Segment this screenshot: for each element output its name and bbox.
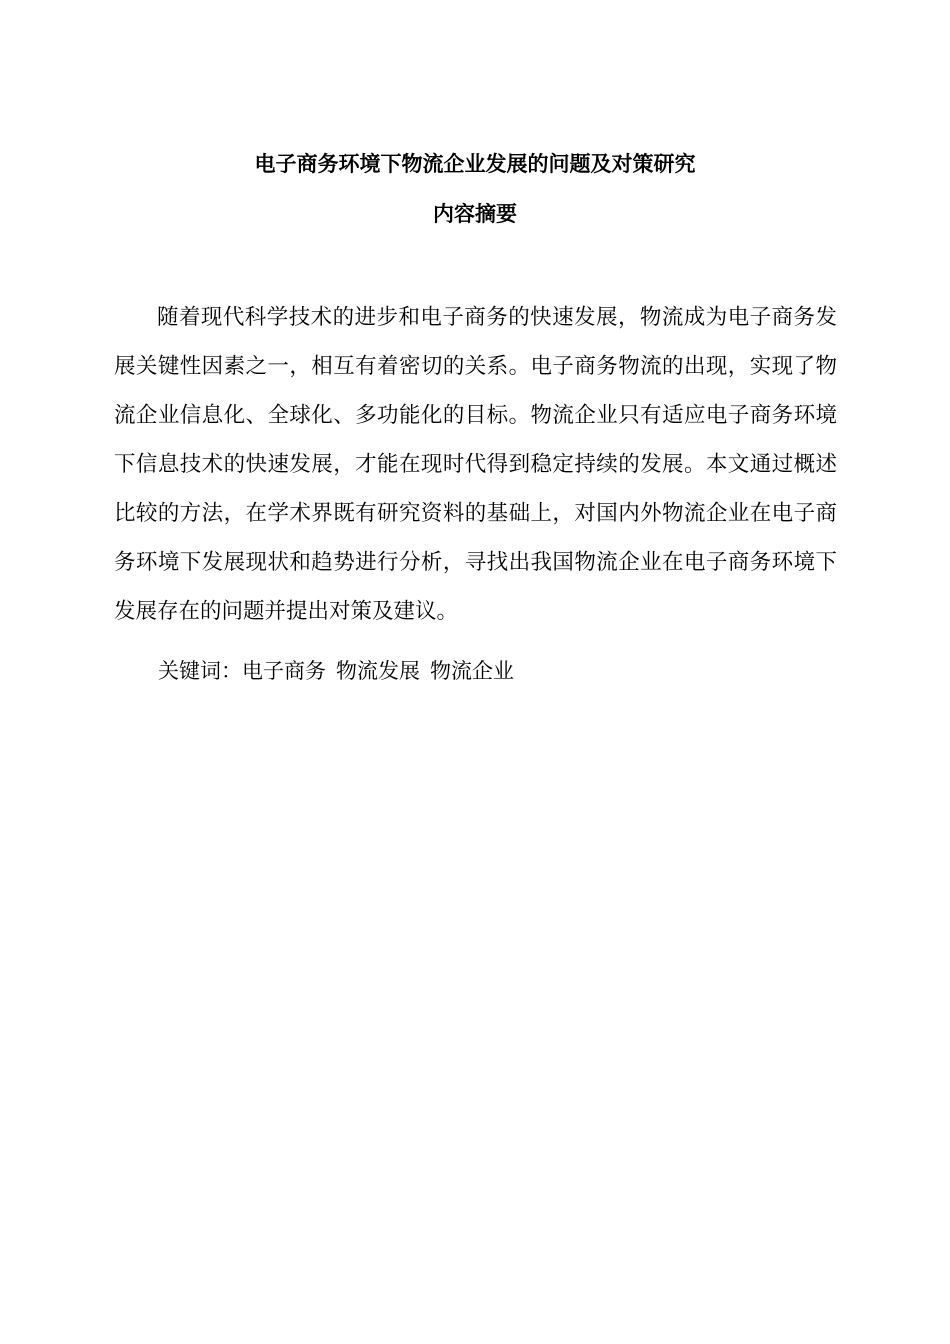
keywords-line [158,655,514,687]
keyword-item: 物流发展 [336,659,420,683]
keyword-item: 电子商务 [242,659,326,683]
keyword-item: 物流企业 [430,659,514,683]
abstract-paragraph: 随着现代科学技术的进步和电子商务的快速发展，物流成为电子商务发展关键性因素之一，相互有着密切的关系。电子商务物流的出现，实现了物流企业信息化、全球化、多功能化的目标。物流企业只有适应电子商务环境下信息技术的快速发展，才能在现时代得到稳定持续的发展。本文通过概述比较的方法，在学术界既有研究资料的基础上，对国内外物流企业在电子商务环境下发展现状和趋势进行分析，寻找出我国物流企业在电子商务环境下发展存在的问题并提出对策及建议。 [114,305,837,624]
section-heading: 内容摘要 [433,202,517,226]
document-title: 电子商务环境下物流企业发展的问题及对策研究 [254,152,696,176]
keywords-label: 关键词： [158,659,242,683]
